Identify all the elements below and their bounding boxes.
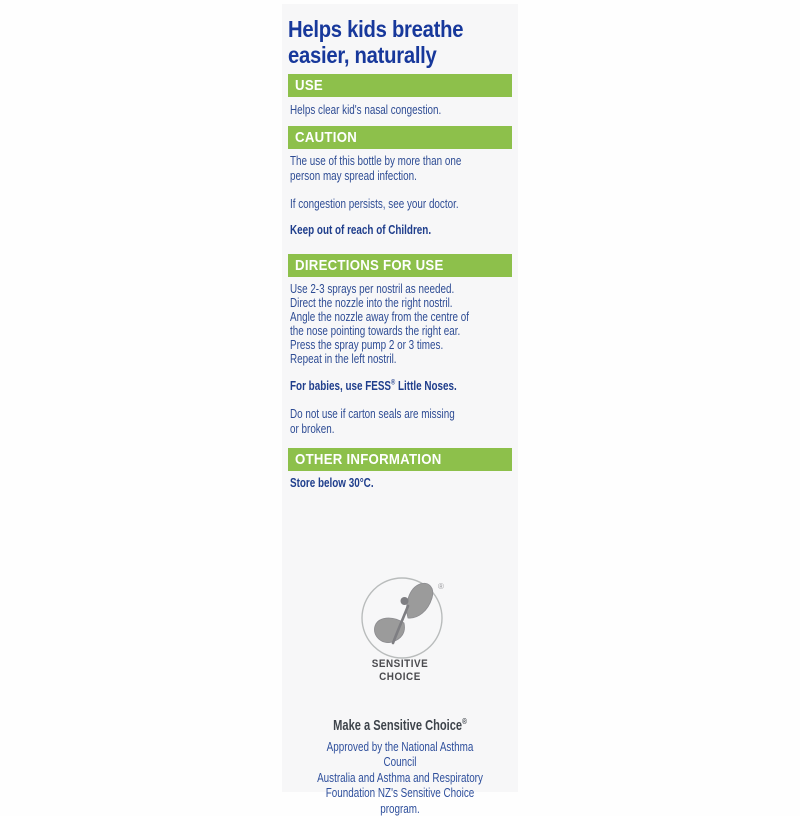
sensitive-choice-word-line: SENSITIVE <box>371 658 429 670</box>
caution-paragraph-2 <box>290 196 459 211</box>
directions-line: Direct the nozzle into the right nostril. <box>290 294 453 310</box>
section-banner-directions <box>288 254 512 277</box>
for-babies-line <box>290 378 457 393</box>
directions-line: Press the spray pump 2 or 3 times. <box>290 336 444 352</box>
for-babies-note <box>290 378 457 393</box>
for-babies-text: For babies, use FESS <box>290 378 392 393</box>
tagline-text: Make a Sensitive Choice <box>333 717 463 734</box>
directions-line: Repeat in the left nostril. <box>290 350 397 366</box>
section-banner-other-information <box>288 448 512 471</box>
logo-registered-trademark-symbol: ® <box>438 582 444 591</box>
caution-p1-line: The use of this bottle by more than one <box>290 153 462 168</box>
storage-line: Store below 30°C. <box>290 475 374 490</box>
tagline-registered-trademark-symbol: ® <box>462 716 467 726</box>
butterfly-right-wing <box>407 583 433 618</box>
caution-p1-line: person may spread infection. <box>290 168 417 183</box>
use-body <box>290 102 441 117</box>
carton-seal-line: or broken. <box>290 421 335 436</box>
section-heading-caution: CAUTION <box>295 129 358 146</box>
section-heading-other-information: OTHER INFORMATION <box>295 451 442 468</box>
caution-paragraph-1 <box>290 153 461 183</box>
directions-paragraph <box>290 282 469 365</box>
keep-out-of-reach-warning <box>290 222 431 237</box>
caution-p2-line: If congestion persists, see your doctor. <box>290 196 459 211</box>
butterfly-head <box>401 597 409 605</box>
section-banner-caution <box>288 126 512 149</box>
product-title-line-2: easier, naturally <box>288 42 437 68</box>
sensitive-choice-word-line: CHOICE <box>379 670 421 683</box>
carton-seal-line: Do not use if carton seals are missing <box>290 406 455 421</box>
sensitive-choice-tagline <box>313 717 488 734</box>
keep-out-of-reach-line: Keep out of reach of Children. <box>290 222 432 237</box>
sensitive-choice-butterfly-icon <box>352 568 452 668</box>
approval-line: Approved by the National Asthma Council <box>326 739 474 770</box>
registered-trademark-symbol: ® <box>391 377 396 387</box>
approval-line: Foundation NZ's Sensitive Choice program. <box>325 785 475 816</box>
product-title <box>288 16 463 68</box>
use-body-line: Helps clear kid's nasal congestion. <box>290 102 442 117</box>
label-panel <box>282 4 518 816</box>
directions-line: Use 2-3 sprays per nostril as needed. <box>290 281 455 296</box>
for-babies-text-after: Little Noses. <box>395 378 457 393</box>
sensitive-choice-wordmark <box>294 658 506 683</box>
directions-line: the nose pointing towards the right ear. <box>290 322 461 338</box>
section-heading-use: USE <box>295 77 323 94</box>
directions-line: Angle the nozzle away from the centre of <box>290 308 470 324</box>
section-banner-use <box>288 74 512 97</box>
product-title-line-1: Helps kids breathe <box>288 16 464 42</box>
approval-line: Australia and Asthma and Respiratory <box>317 769 483 785</box>
carton-seal-warning <box>290 406 455 436</box>
butterfly-left-wing <box>374 618 404 643</box>
storage-instruction <box>290 475 374 490</box>
approval-statement <box>310 739 489 816</box>
section-heading-directions: DIRECTIONS FOR USE <box>295 257 444 274</box>
